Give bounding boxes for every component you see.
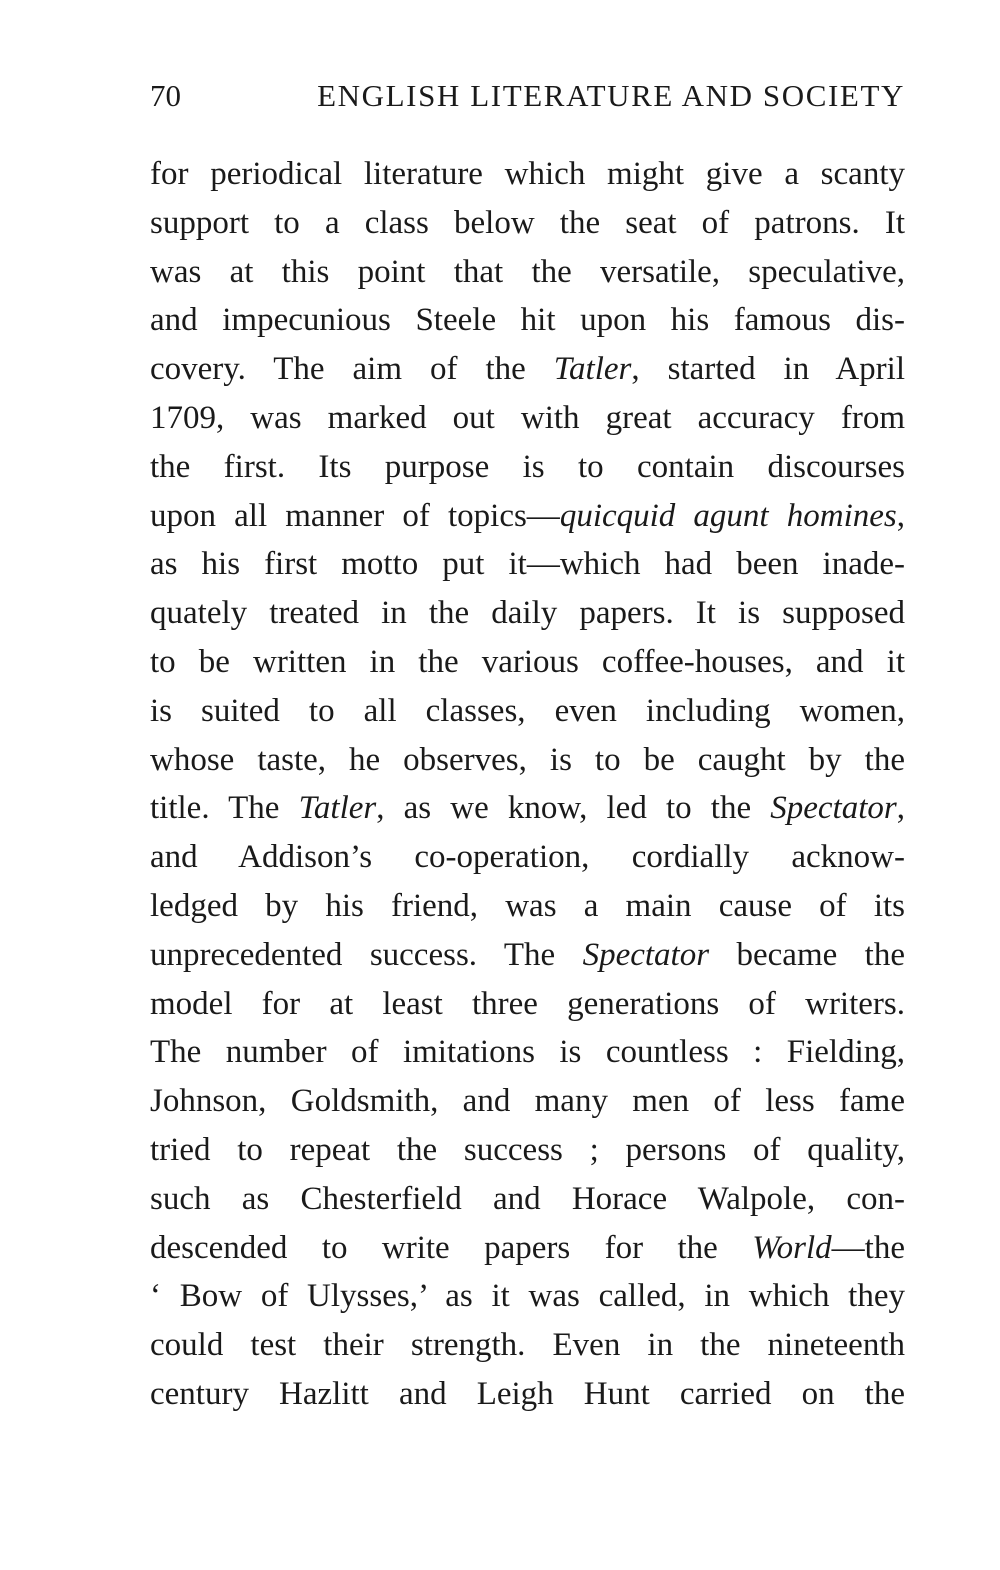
text-line: to be written in the various coffee-houses, and it (150, 643, 905, 680)
running-head-title: ENGLISH LITERATURE AND SOCIETY (317, 78, 905, 113)
text-line: was at this point that the versatile, speculative, (150, 253, 905, 290)
running-head (150, 78, 905, 128)
text-line: century Hazlitt and Leigh Hunt carried on the (150, 1375, 905, 1412)
text-line: model for at least three generations of writers. (150, 985, 905, 1022)
text-line: and Addison’s co-operation, cordially acknow- (150, 839, 905, 876)
text-line: Johnson, Goldsmith, and many men of less fame (150, 1083, 905, 1120)
body-text (150, 150, 905, 1419)
text-line: as his first motto put it—which had been inade- (150, 546, 905, 583)
text-line: for periodical literature which might give a scanty (150, 156, 905, 192)
text-line: tried to repeat the success ; persons of quality, (150, 1131, 905, 1168)
text-line: could test their strength. Even in the nineteenth (150, 1327, 905, 1364)
text-line: title. The Tatler, as we know, led to the Spectator, (150, 790, 905, 827)
page-number: 70 (150, 78, 181, 113)
text-line: descended to write papers for the World—the (150, 1229, 905, 1266)
text-line: the first. Its purpose is to contain discourses (150, 448, 905, 485)
text-line: and impecunious Steele hit upon his famous dis- (150, 302, 905, 339)
text-line: unprecedented success. The Spectator became the (150, 936, 905, 973)
text-line: is suited to all classes, even including women, (150, 692, 905, 729)
text-line: ledged by his friend, was a main cause of its (150, 887, 905, 924)
text-line: such as Chesterfield and Horace Walpole, con- (150, 1180, 905, 1217)
text-line: 1709, was marked out with great accuracy from (150, 399, 905, 436)
text-line: whose taste, he observes, is to be caught by the (150, 741, 905, 778)
text-line: ‘ Bow of Ulysses,’ as it was called, in which they (150, 1278, 905, 1315)
text-line: The number of imitations is countless : Fielding, (150, 1034, 905, 1071)
text-line: covery. The aim of the Tatler, started in April (150, 351, 906, 388)
text-line: support to a class below the seat of patrons. It (150, 204, 905, 241)
text-line: upon all manner of topics—quicquid agunt homines, (150, 497, 905, 534)
text-line: quately treated in the daily papers. It is supposed (150, 595, 905, 632)
